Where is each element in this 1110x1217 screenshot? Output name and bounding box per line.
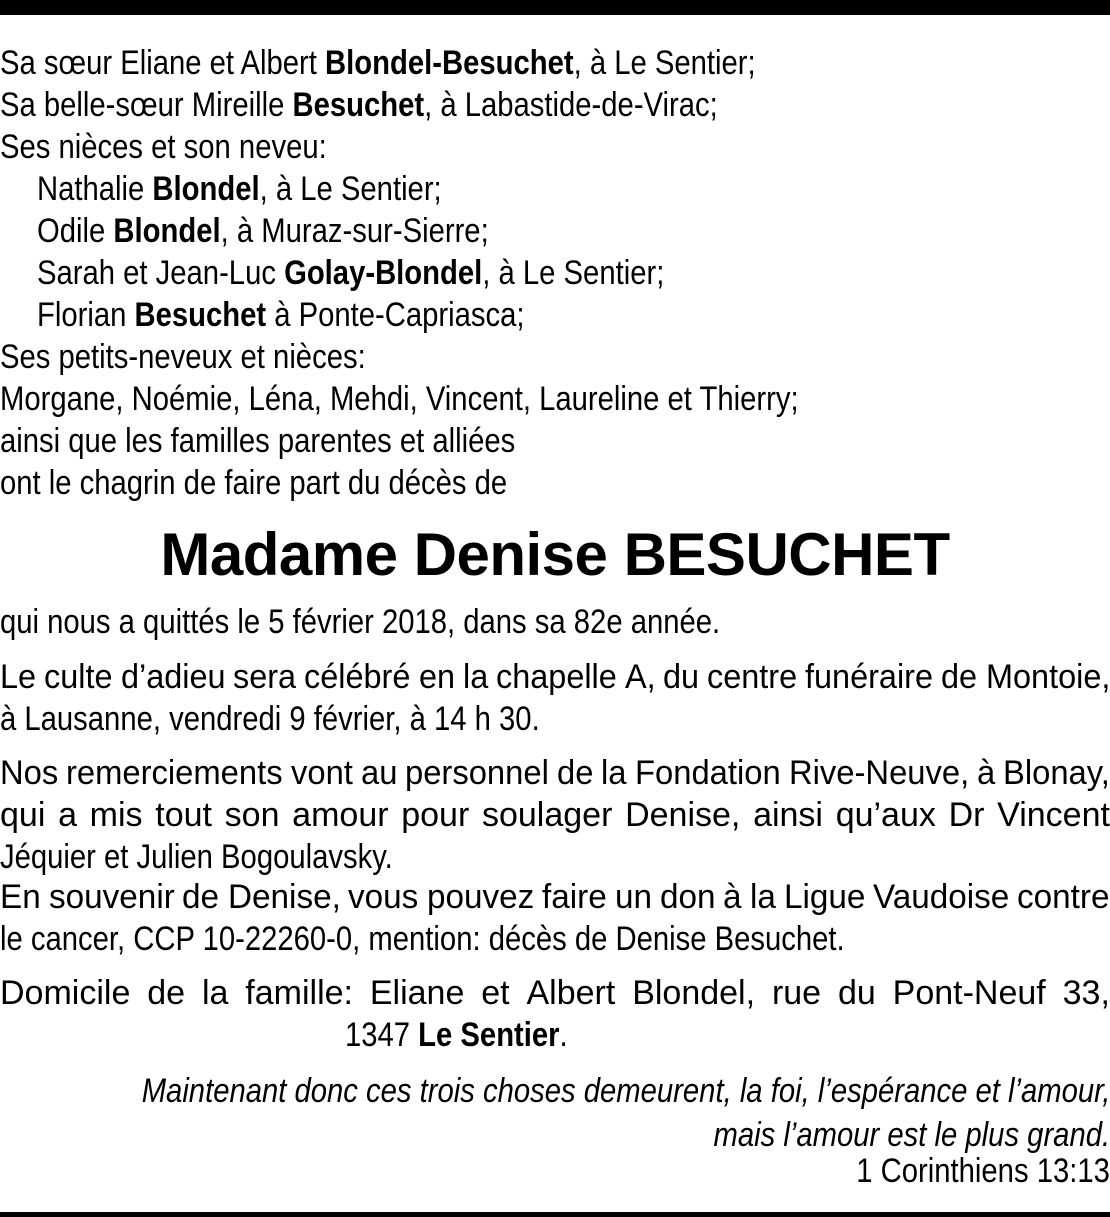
word: de bbox=[182, 878, 220, 916]
word: Albert bbox=[526, 974, 616, 1012]
quote-line-2: mais l’amour est le plus grand. bbox=[713, 1116, 1110, 1154]
word: culte bbox=[44, 658, 113, 696]
word: Pont-Neuf bbox=[892, 974, 1046, 1012]
word: souvenir bbox=[48, 878, 175, 916]
family-line-3: Ses nièces et son neveu: bbox=[0, 128, 327, 166]
word: et bbox=[481, 974, 510, 1012]
top-rule bbox=[0, 0, 1110, 15]
word: chapelle bbox=[495, 658, 617, 696]
word: pouvez bbox=[426, 878, 534, 916]
word: Ligue bbox=[783, 878, 866, 916]
word: Denise, bbox=[227, 878, 341, 916]
word: centre bbox=[707, 658, 798, 696]
word: Domicile bbox=[0, 974, 131, 1012]
deceased-name: Madame Denise BESUCHET bbox=[160, 521, 950, 588]
word: Rive-Neuve, bbox=[788, 754, 969, 792]
family-line-4: Nathalie Blondel, à Le Sentier; bbox=[37, 170, 442, 208]
word: à bbox=[976, 754, 996, 792]
word: Le bbox=[0, 658, 37, 696]
word: en bbox=[418, 658, 455, 696]
family-line-11: ont le chagrin de faire part du décès de bbox=[0, 464, 508, 502]
word: qui bbox=[0, 796, 46, 834]
word: la bbox=[749, 878, 776, 916]
word: de bbox=[557, 754, 594, 792]
word: du bbox=[663, 658, 700, 696]
thanks-line-2 bbox=[0, 794, 1110, 836]
word: amour bbox=[292, 796, 389, 834]
family-line-5: Odile Blondel, à Muraz-sur-Sierre; bbox=[37, 212, 489, 250]
word: contre bbox=[1017, 878, 1110, 916]
word: du bbox=[837, 974, 876, 1012]
quote-line-1: Maintenant donc ces trois choses demeurent, la foi, l’espérance et l’amour, bbox=[141, 1072, 1110, 1110]
word: qu’aux bbox=[835, 796, 936, 834]
thanks-line-3: Jéquier et Julien Bogoulavsky. bbox=[0, 838, 393, 876]
word: vont bbox=[290, 754, 353, 792]
family-line-6: Sarah et Jean-Luc Golay-Blondel, à Le Sentier; bbox=[37, 254, 665, 292]
quote-reference: 1 Corinthiens 13:13 bbox=[856, 1152, 1110, 1190]
word: Montoie, bbox=[985, 658, 1110, 696]
word: de bbox=[941, 658, 978, 696]
word: ainsi bbox=[753, 796, 823, 834]
bottom-rule bbox=[0, 1212, 1110, 1217]
domicile-line-2: 1347 Le Sentier. bbox=[345, 1016, 568, 1054]
donation-line-2: le cancer, CCP 10-22260-0, mention: décès de Denise Besuchet. bbox=[0, 920, 845, 958]
word: à bbox=[723, 878, 742, 916]
family-line-8: Ses petits-neveux et nièces: bbox=[0, 338, 366, 376]
word: personnel bbox=[405, 754, 550, 792]
word: faire bbox=[541, 878, 607, 916]
word: vous bbox=[348, 878, 419, 916]
word: tout bbox=[155, 796, 212, 834]
word: Denise, bbox=[625, 796, 741, 834]
word: Blonay, bbox=[1003, 754, 1110, 792]
word: remerciements bbox=[66, 754, 283, 792]
word: mis bbox=[89, 796, 143, 834]
service-line-2: à Lausanne, vendredi 9 février, à 14 h 30. bbox=[0, 700, 540, 738]
word: Vaudoise bbox=[873, 878, 1010, 916]
word: la bbox=[201, 974, 229, 1012]
word: d’adieu bbox=[120, 658, 226, 696]
word: rue bbox=[771, 974, 822, 1012]
word: son bbox=[224, 796, 280, 834]
word: don bbox=[659, 878, 716, 916]
thanks-line-1 bbox=[0, 752, 1110, 794]
word: famille: bbox=[245, 974, 353, 1012]
word: Eliane bbox=[369, 974, 465, 1012]
word: célébré bbox=[304, 658, 411, 696]
family-line-9: Morgane, Noémie, Léna, Mehdi, Vincent, Laureline et Thierry; bbox=[0, 380, 799, 418]
word: de bbox=[147, 974, 186, 1012]
word: Vincent bbox=[997, 796, 1110, 834]
death-notice: qui nous a quittés le 5 février 2018, dans sa 82e année. bbox=[0, 603, 721, 641]
word: la bbox=[601, 754, 627, 792]
word: soulager bbox=[481, 796, 613, 834]
word: Blondel, bbox=[632, 974, 756, 1012]
word: a bbox=[58, 796, 77, 834]
domicile-line-1 bbox=[0, 972, 1110, 1014]
word: au bbox=[360, 754, 398, 792]
word: 33, bbox=[1062, 974, 1110, 1012]
family-line-7: Florian Besuchet à Ponte-Capriasca; bbox=[37, 296, 525, 334]
family-line-10: ainsi que les familles parentes et alliées bbox=[0, 422, 516, 460]
family-line-1: Sa sœur Eliane et Albert Blondel-Besuchet, à Le Sentier; bbox=[0, 44, 756, 82]
family-line-2: Sa belle-sœur Mireille Besuchet, à Labastide-de-Virac; bbox=[0, 86, 718, 124]
word: pour bbox=[401, 796, 470, 834]
word: Nos bbox=[0, 754, 59, 792]
word: A, bbox=[624, 658, 656, 696]
word: Dr bbox=[948, 796, 985, 834]
word: sera bbox=[233, 658, 297, 696]
word: funéraire bbox=[805, 658, 934, 696]
word: En bbox=[0, 878, 41, 916]
donation-line-1 bbox=[0, 876, 1110, 918]
word: la bbox=[462, 658, 488, 696]
word: Fondation bbox=[634, 754, 781, 792]
service-line-1 bbox=[0, 656, 1110, 698]
word: un bbox=[614, 878, 652, 916]
